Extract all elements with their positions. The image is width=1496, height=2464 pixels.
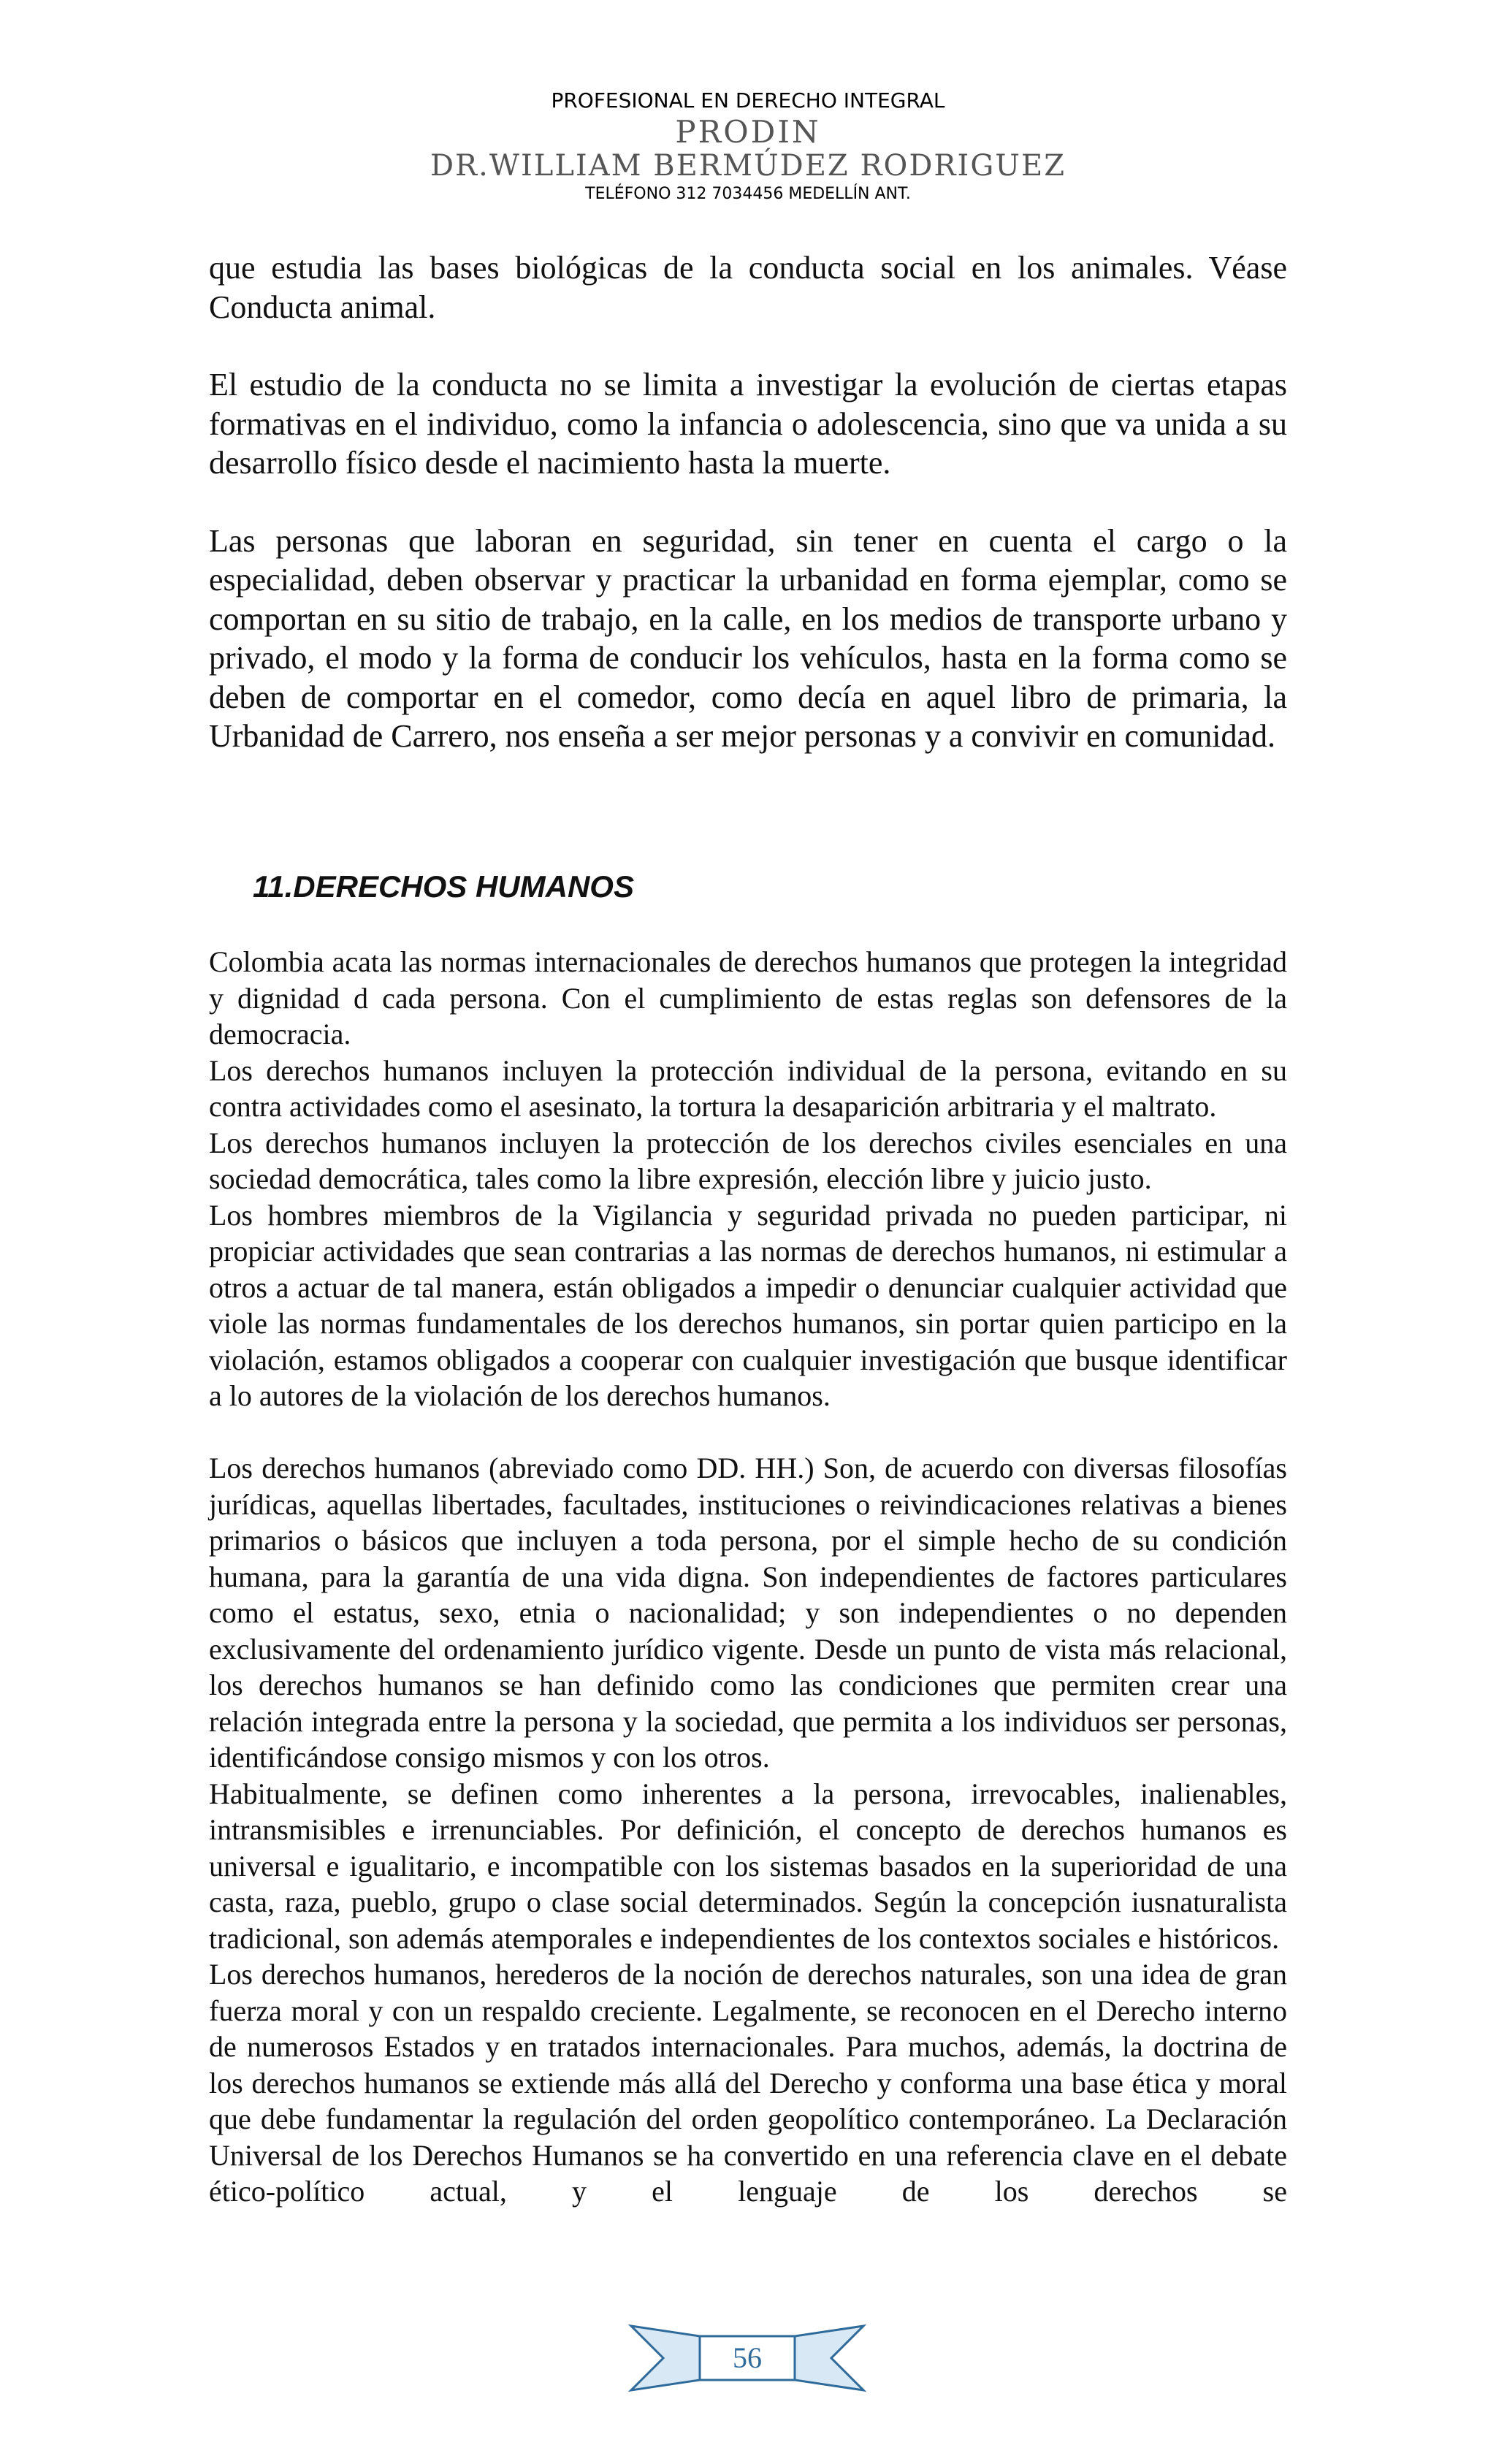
page-number: 56 <box>733 2341 762 2374</box>
page-header <box>0 86 1496 206</box>
paragraph: Los hombres miembros de la Vigilancia y seguridad privada no pueden participar, ni propiciar actividades que sean contrarias a las normas de derechos humanos, ni estimular a otros a actuar de tal manera, están obligados a impedir o denunciar cualquier actividad que viole las normas fundamentales de los derechos humanos, sin portar quien participo en la violación, estamos obligados a cooperar con cualquier investigación que busque identificar a lo autores de la violación de los derechos humanos. <box>209 1198 1287 1412</box>
paragraph: Las personas que laboran en seguridad, sin tener en cuenta el cargo o la especialidad, deben observar y practicar la urbanidad en forma ejemplar, como se comportan en su sitio de trabajo, en la calle, en los medios de transporte urbano y privado, el modo y la forma de conducir los vehículos, hasta en la forma como se deben de comportar en el comedor, como decía en aquel libro de primaria, la Urbanidad de Carrero, nos enseña a ser mejor personas y a convivir en comunidad. <box>209 522 1287 754</box>
header-line-4: TELÉFONO 312 7034456 MEDELLÍN ANT. <box>585 185 911 203</box>
paragraph: El estudio de la conducta no se limita a investigar la evolución de ciertas etapas formativas en el individuo, como la infancia o adolescencia, sino que va unida a su desarrollo físico desde el nacimiento hasta la muerte. <box>209 367 1287 481</box>
paragraph: Los derechos humanos (abreviado como DD. HH.) Son, de acuerdo con diversas filosofías jurídicas, aquellas libertades, facultades, instituciones o reivindicaciones relativas a bienes primarios o básicos que incluyen a toda persona, por el simple hecho de su condición humana, para la garantía de una vida digna. Son independientes de factores particulares como el estatus, sexo, etnia o nacionalidad; y son independientes o no dependen exclusivamente del ordenamiento jurídico vigente. Desde un punto de vista más relacional, los derechos humanos se han definido como las condiciones que permiten crear una relación integrada entre la persona y la sociedad, que permita a los individuos ser personas, identificándose consigo mismos y con los otros. <box>209 1452 1287 1774</box>
header-line-2: PRODIN <box>675 114 821 150</box>
intro-text <box>209 248 1287 795</box>
section-title: 11.DERECHOS HUMANOS <box>253 869 634 904</box>
header-line-1: PROFESIONAL EN DERECHO INTEGRAL <box>551 88 945 112</box>
page-number-ribbon <box>627 2317 868 2405</box>
paragraph: Colombia acata las normas internacionales de derechos humanos que protegen la integridad y dignidad d cada persona. Con el cumplimiento de estas reglas son defensores de la democracia. <box>209 945 1287 1050</box>
paragraph: Los derechos humanos incluyen la protección individual de la persona, evitando en su contra actividades como el asesinato, la tortura la desaparición arbitraria y el maltrato. <box>209 1053 1287 1123</box>
paragraph: Los derechos humanos incluyen la protección de los derechos civiles esenciales en una sociedad democrática, tales como la libre expresión, elección libre y juicio justo. <box>209 1126 1287 1195</box>
header-line-3: DR.WILLIAM BERMÚDEZ RODRIGUEZ <box>430 149 1066 183</box>
paragraph: Los derechos humanos, herederos de la noción de derechos naturales, son una idea de gran fuerza moral y con un respaldo creciente. Legalmente, se reconocen en el Derecho interno de numerosos Estados y en tratados internacionales. Para muchos, además, la doctrina de los derechos humanos se extiende más allá del Derecho y conforma una base ética y moral que debe fundamentar la regulación del orden geopolítico contemporáneo. La Declaración Universal de los Derechos Humanos se ha convertido en una referencia clave en el debate ético-político actual, y el lenguaje de los derechos se <box>209 1958 1287 2208</box>
paragraph: que estudia las bases biológicas de la conducta social en los animales. Véase Conducta animal. <box>209 250 1287 325</box>
paragraph: Habitualmente, se definen como inherentes a la persona, irrevocables, inalienables, intransmisibles e irrenunciables. Por definición, el concepto de derechos humanos es universal e igualitario, e incompatible con los sistemas basados en la superioridad de una casta, raza, pueblo, grupo o clase social determinados. Según la concepción iusnaturalista tradicional, son además atemporales e independientes de los contextos sociales e históricos. <box>209 1777 1287 1955</box>
section-text <box>209 944 1287 2210</box>
